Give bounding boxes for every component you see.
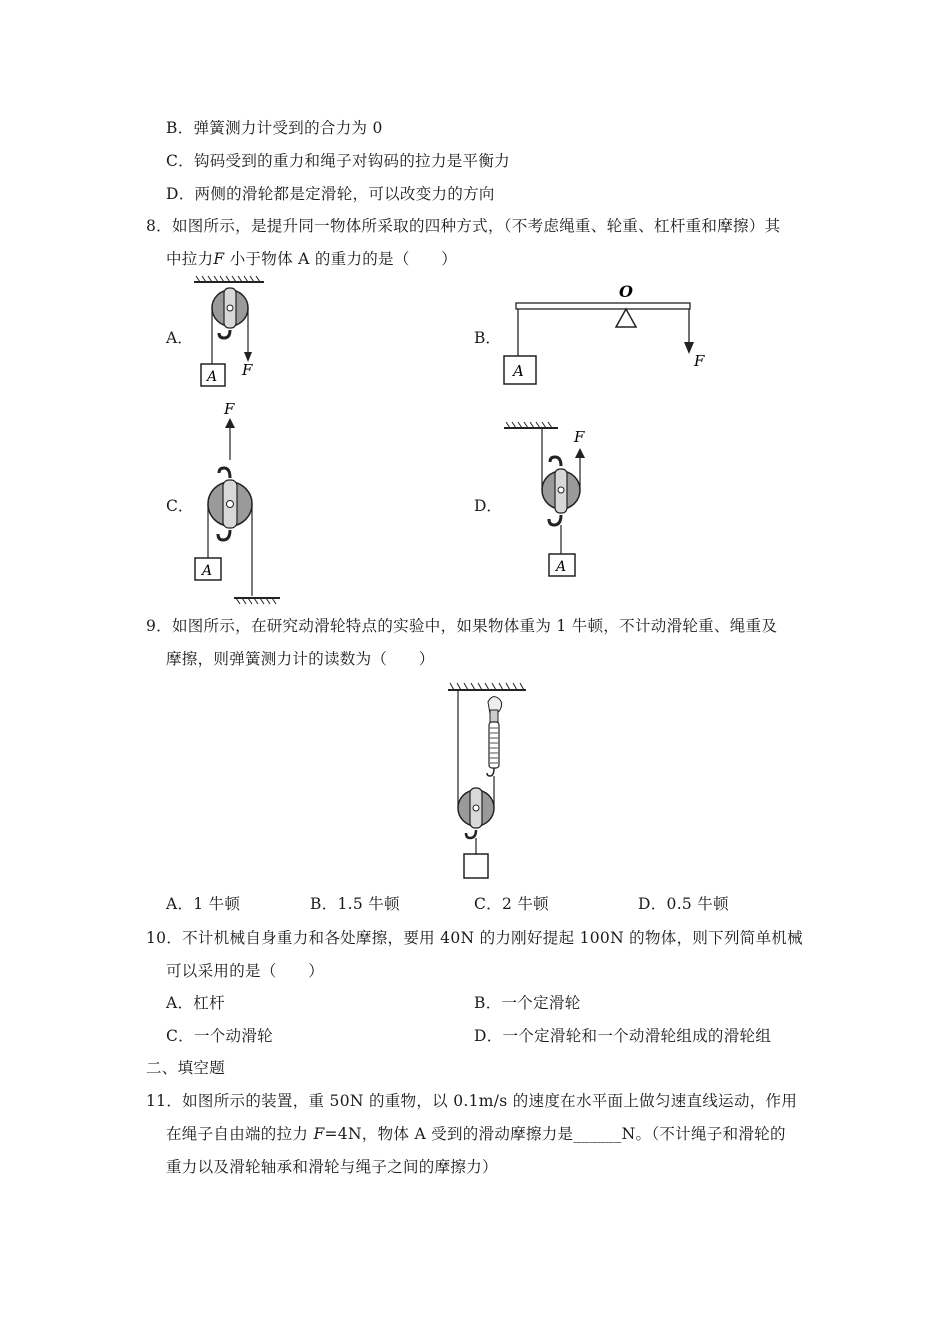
q10-stem-line1: 10．不计机械自身重力和各处摩擦，要用 40N 的力刚好提起 100N 的物体，则下列简单机械 [146, 929, 803, 947]
q8-stem-line1: 8．如图所示，是提升同一物体所采取的四种方式，（不考虑绳重、轮重、杠杆重和摩擦）其 [146, 217, 781, 235]
figure-c-force-label: F [224, 400, 235, 418]
q8-figure-c-pulley [190, 398, 290, 608]
figure-d-object-label: A [556, 559, 567, 575]
section-title: 二、填空题 [146, 1059, 226, 1077]
q9-option-b: B．1.5 牛顿 [310, 895, 400, 913]
q7-option-d: D．两侧的滑轮都是定滑轮，可以改变力的方向 [166, 185, 495, 203]
q11-stem-line3: 重力以及滑轮轴承和滑轮与绳子之间的摩擦力） [166, 1158, 498, 1176]
figure-b-force-label: F [694, 352, 705, 370]
q10-option-d: D．一个定滑轮和一个动滑轮组成的滑轮组 [474, 1027, 772, 1045]
q8-stem-line2: 中拉力F 小于物体 A 的重力的是（ ） [166, 250, 458, 268]
figure-b-object-label: A [513, 362, 524, 380]
q10-option-c: C．一个动滑轮 [166, 1027, 273, 1045]
q9-option-d: D．0.5 牛顿 [638, 895, 729, 913]
q9-option-a: A．1 牛顿 [166, 895, 241, 913]
q9-stem-line2: 摩擦，则弹簧测力计的读数为（ ） [166, 650, 435, 668]
q8-label-c: C． [166, 497, 194, 515]
q9-option-c: C．2 牛顿 [474, 895, 549, 913]
figure-a-object-label: A [207, 369, 218, 385]
q7-option-b: B．弹簧测力计受到的合力为 0 [166, 119, 383, 137]
q7-option-c: C．钩码受到的重力和绳子对钩码的拉力是平衡力 [166, 152, 510, 170]
q9-figure-movable-pulley-spring-scale [444, 678, 534, 884]
figure-c-object-label: A [202, 563, 213, 579]
q8-label-a: A． [166, 329, 193, 347]
q10-option-a: A．杠杆 [166, 994, 225, 1012]
q8-figure-a-fixed-pulley [188, 272, 278, 392]
q11-stem-line2: 在绳子自由端的拉力 F=4N，物体 A 受到的滑动摩擦力是______N。（不计绳子和滑轮的 [166, 1125, 786, 1143]
q8-figure-d-movable-pulley [500, 418, 610, 584]
q8-figure-b-lever [498, 280, 728, 390]
figure-b-pivot-label: O [619, 282, 633, 301]
figure-a-force-label: F [242, 361, 253, 379]
q11-stem-line1: 11．如图所示的装置，重 50N 的重物，以 0.1m/s 的速度在水平面上做匀速直线运动，作用 [146, 1092, 798, 1110]
q8-label-d: D． [474, 497, 502, 515]
q10-stem-line2: 可以采用的是（ ） [166, 962, 325, 980]
q9-stem-line1: 9．如图所示，在研究动滑轮特点的实验中，如果物体重为 1 牛顿，不计动滑轮重、绳重及 [146, 617, 778, 635]
q8-label-b: B． [474, 329, 501, 347]
q10-option-b: B．一个定滑轮 [474, 994, 581, 1012]
figure-d-force-label: F [574, 428, 585, 446]
